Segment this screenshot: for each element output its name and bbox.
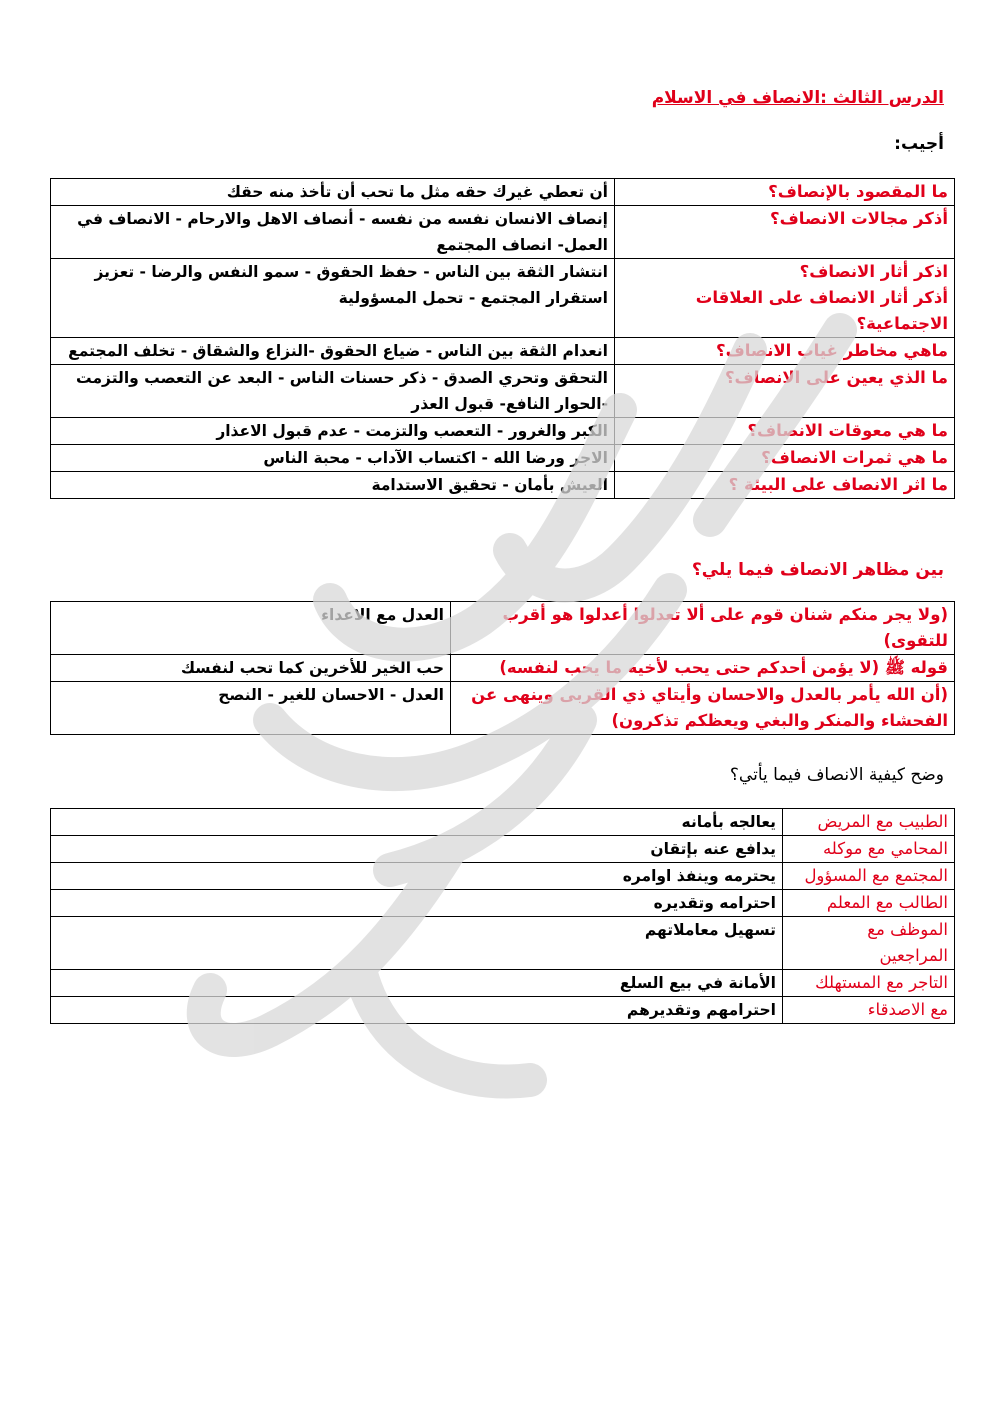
qa-question-line: أذكر مجالات الانصاف؟ (770, 209, 948, 228)
howto-role-line: المراجعين (879, 946, 948, 965)
qa-answer-line: التحقق وتحري الصدق - ذكر حسنات الناس - البعد عن التعصب والتزمت (76, 369, 608, 387)
qa-answer (51, 259, 615, 338)
howto-row (51, 970, 955, 997)
manifestation-value: العدل مع الاعداء (51, 602, 451, 655)
howto-table (50, 808, 955, 1024)
qa-question-line: ما هي ثمرات الانصاف؟ (761, 448, 948, 467)
howto-role (783, 997, 955, 1024)
qa-answer (51, 179, 615, 206)
qa-answer (51, 418, 615, 445)
howto-role (783, 970, 955, 997)
howto-row (51, 863, 955, 890)
qa-answer-line: انعدام الثقة بين الناس - ضياع الحقوق -النزاع والشقاق - تخلف المجتمع (68, 342, 608, 360)
howto-role-line: التاجر مع المستهلك (815, 973, 948, 992)
howto-action: يدافع عنه بإتقان (51, 836, 783, 863)
qa-answer-line: إنصاف الانسان نفسه من نفسه - أنصاف الاهل والارحام - الانصاف في (77, 210, 608, 228)
qa-question (615, 445, 955, 472)
manifestation-text-line: (ولا يجر منكم شنان قوم على ألا تعدلوا أعدلوا هو أقرب للتقوى) (502, 605, 948, 650)
qa-table (50, 178, 955, 499)
qa-question (615, 179, 955, 206)
howto-row (51, 809, 955, 836)
manifestation-text-line: الفحشاء والمنكر والبغي ويعظكم تذكرون) (611, 711, 948, 730)
howto-role-line: الطالب مع المعلم (826, 893, 948, 912)
howto-row (51, 997, 955, 1024)
section3-title: وضح كيفية الانصاف فيما يأتي؟ (729, 765, 944, 785)
qa-answer-line: الكبر والغرور - التعصب والتزمت - عدم قبول الاعذار (216, 422, 608, 440)
manifestation-row (51, 682, 955, 735)
howto-role-line: مع الاصدقاء (867, 1000, 948, 1019)
qa-question-line: اذكر أثار الانصاف؟ (799, 262, 948, 281)
qa-question-line: ما هي معوقات الانصاف؟ (747, 421, 948, 440)
manifestation-text-line: (أن الله يأمر بالعدل والاحسان وأيتاي ذي القربى وينهى عن (471, 685, 948, 704)
qa-question-line: أذكر أثار الانصاف على العلاقات (695, 288, 948, 307)
howto-row (51, 890, 955, 917)
qa-answer-line: أن تعطي غيرك حقه مثل ما تحب أن تأخذ منه حقك (226, 183, 608, 201)
answer-label: أجيب: (894, 134, 944, 154)
qa-question (615, 418, 955, 445)
howto-row (51, 836, 955, 863)
qa-question-line: ما اثر الانصاف على البيئة ؟ (728, 475, 948, 494)
qa-row (51, 365, 955, 418)
lesson-title: الدرس الثالث :الانصاف في الاسلام (651, 88, 944, 108)
qa-question-line: ما الذي يعين على الانصاف؟ (724, 368, 948, 387)
qa-answer (51, 472, 615, 499)
qa-question (615, 206, 955, 259)
manifestation-text (451, 655, 955, 682)
qa-question-line: الاجتماعية؟ (856, 314, 948, 333)
howto-role (783, 809, 955, 836)
qa-answer-line: -الحوار النافع- قبول العذر (411, 395, 608, 413)
qa-answer (51, 206, 615, 259)
howto-role-line: المحامي مع موكله (822, 839, 948, 858)
manifestation-text (451, 602, 955, 655)
qa-answer-line: الاجر ورضا الله - اكتساب الآداب - محبة الناس (263, 449, 608, 467)
howto-role (783, 836, 955, 863)
section2-title: بين مظاهر الانصاف فيما يلي؟ (691, 560, 944, 580)
qa-question (615, 259, 955, 338)
howto-role-line: الموظف مع (867, 920, 948, 939)
qa-question (615, 472, 955, 499)
qa-answer (51, 365, 615, 418)
howto-action: يعالجه بأمانه (51, 809, 783, 836)
qa-question-line: ما المقصود بالإنصاف؟ (768, 182, 948, 201)
qa-row (51, 418, 955, 445)
qa-row (51, 472, 955, 499)
qa-row (51, 179, 955, 206)
howto-role (783, 890, 955, 917)
howto-action: الأمانة في بيع السلع (51, 970, 783, 997)
qa-answer (51, 338, 615, 365)
manifestation-value: حب الخير للأخرين كما تحب لنفسك (51, 655, 451, 682)
qa-row (51, 206, 955, 259)
qa-row (51, 259, 955, 338)
howto-action: احترامهم وتقديرهم (51, 997, 783, 1024)
qa-row (51, 445, 955, 472)
howto-action: احترامه وتقديره (51, 890, 783, 917)
qa-answer-line: انتشار الثقة بين الناس - حفظ الحقوق - سمو النفس والرضا - تعزيز (94, 263, 608, 281)
qa-answer-line: استقرار المجتمع - تحمل المسؤولية (338, 289, 608, 307)
howto-row (51, 917, 955, 970)
qa-question (615, 365, 955, 418)
manifestation-row (51, 655, 955, 682)
qa-question-line: ماهي مخاطر غياب الانصاف؟ (716, 341, 948, 360)
howto-role-line: المجتمع مع المسؤول (804, 866, 948, 885)
manifestation-text-line: قوله ﷺ (لا يؤمن أحدكم حتى يحب لأخيه ما يحب لنفسه) (499, 658, 948, 677)
qa-answer-line: العمل- انصاف المجتمع (436, 236, 608, 254)
manifestation-value: العدل - الاحسان للغير - النصح (51, 682, 451, 735)
howto-action: تسهيل معاملاتهم (51, 917, 783, 970)
qa-question (615, 338, 955, 365)
howto-action: يحترمه وينفذ اوامره (51, 863, 783, 890)
howto-role-line: الطبيب مع المريض (817, 812, 948, 831)
howto-role (783, 917, 955, 970)
qa-row (51, 338, 955, 365)
manifestation-text (451, 682, 955, 735)
manifestation-row (51, 602, 955, 655)
howto-role (783, 863, 955, 890)
qa-answer (51, 445, 615, 472)
qa-answer-line: العيش بأمان - تحقيق الاستدامة (371, 476, 608, 494)
manifestations-table (50, 601, 955, 735)
